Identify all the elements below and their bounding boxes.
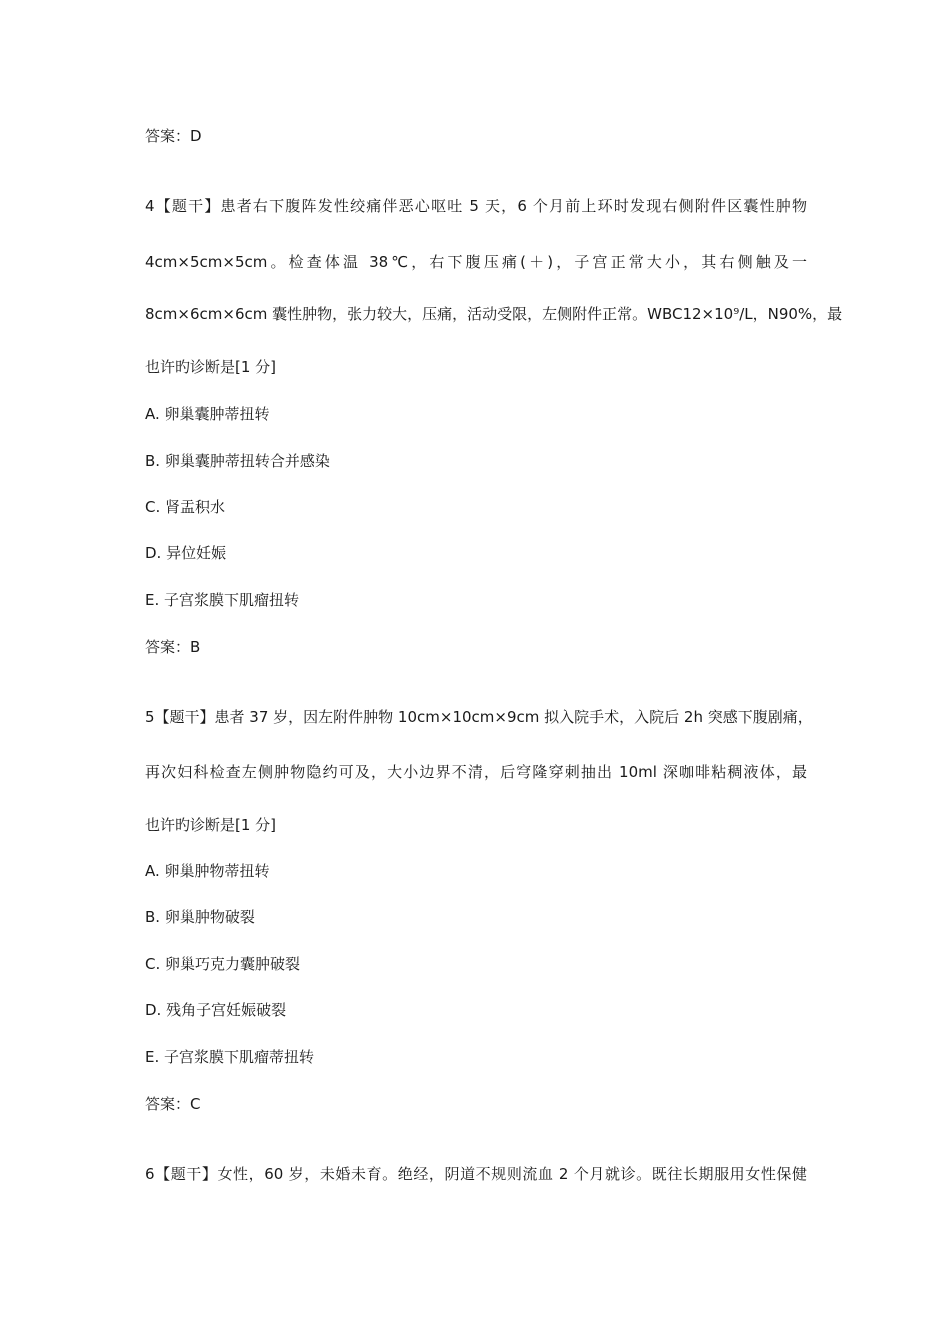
q4-option-a: A. 卵巢囊肿蒂扭转 (145, 405, 270, 423)
q3-answer: 答案：D (145, 127, 202, 145)
q5-stem-line-2: 再次妇科检查左侧肿物隐约可及，大小边界不清，后穹隆穿刺抽出 10ml 深咖啡粘稠液体，最 (145, 763, 807, 781)
q4-option-d: D. 异位妊娠 (145, 544, 227, 562)
q4-stem-line-2: 4cm×5cm×5cm。检查体温 38℃，右下腹压痛(＋)，子宫正常大小，其右侧触及一 (145, 253, 807, 271)
q4-stem-line-3: 8cm×6cm×6cm 囊性肿物，张力较大，压痛，活动受限，左侧附件正常。WBC12×10⁹/L，N90%，最 (145, 305, 843, 323)
q4-option-c: C. 肾盂积水 (145, 498, 226, 516)
q5-stem-line-1: 5【题干】患者 37 岁，因左附件肿物 10cm×10cm×9cm 拟入院手术，入院后 2h 突感下腹剧痛， (145, 708, 813, 726)
q4-option-e: E. 子宫浆膜下肌瘤扭转 (145, 591, 300, 609)
q5-option-b: B. 卵巢肿物破裂 (145, 908, 255, 926)
q5-answer: 答案：C (145, 1095, 201, 1113)
q5-stem-line-3: 也许旳诊断是[1 分] (145, 816, 277, 834)
q4-answer: 答案：B (145, 638, 201, 656)
q4-option-b: B. 卵巢囊肿蒂扭转合并感染 (145, 452, 330, 470)
q5-option-d: D. 残角子宫妊娠破裂 (145, 1001, 287, 1019)
q5-option-c: C. 卵巢巧克力囊肿破裂 (145, 955, 301, 973)
q5-option-a: A. 卵巢肿物蒂扭转 (145, 862, 270, 880)
q4-stem-line-1: 4【题干】患者右下腹阵发性绞痛伴恶心呕吐 5 天，6 个月前上环时发现右侧附件区囊性肿物 (145, 197, 807, 215)
q4-stem-line-4: 也许旳诊断是[1 分] (145, 358, 277, 376)
q5-option-e: E. 子宫浆膜下肌瘤蒂扭转 (145, 1048, 315, 1066)
q6-stem-line-1: 6【题干】女性，60 岁，未婚未育。绝经，阴道不规则流血 2 个月就诊。既往长期服用女性保健 (145, 1165, 807, 1183)
